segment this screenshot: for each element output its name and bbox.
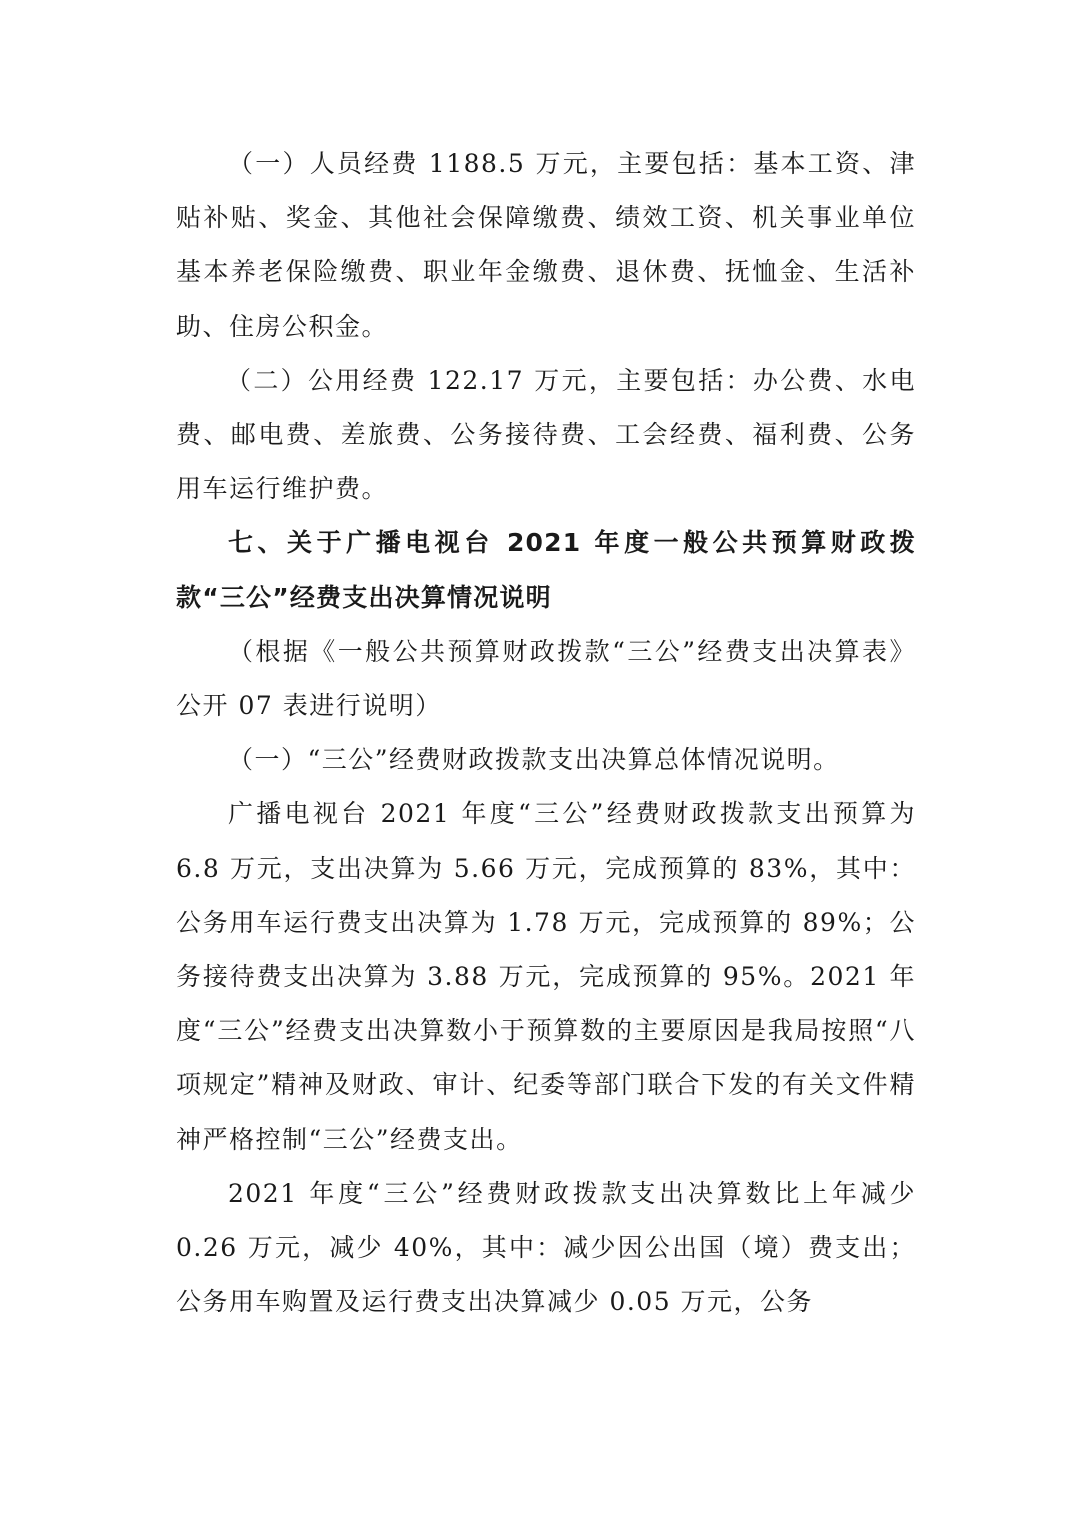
subheading-overall-situation: （一）“三公”经费财政拨款支出决算总体情况说明。 (228, 745, 840, 775)
paragraph-basis-note: （根据《一般公共预算财政拨款“三公”经费支出决算表》公开 07 表进行说明） (176, 636, 916, 721)
paragraph-year-comparison: 2021 年度“三公”经费财政拨款支出决算数比上年减少 0.26 万元，减少 40%，其中：减少因公出国（境）费支出；公务用车购置及运行费支出决算减少 0.05 万元，公务 (176, 1178, 916, 1317)
paragraph-overall-situation: 广播电视台 2021 年度“三公”经费财政拨款支出预算为 6.8 万元，支出决算为 5.66 万元，完成预算的 83%，其中：公务用车运行费支出决算为 1.78 万元，完成预算的 89%；公务接待费支出决算为 3.88 万元，完成预算的 95%。2021 年度“三公”经费支出决算数小于预算数的主要原因是我局按照“八项规定”精神及财政、审计、纪委等部门联合下发的有关文件精神严格控制“三公”经费支出。 (176, 799, 916, 1154)
paragraph-personnel-expenses: （一）人员经费 1188.5 万元，主要包括：基本工资、津贴补贴、奖金、其他社会保障缴费、绩效工资、机关事业单位基本养老保险缴费、职业年金缴费、退休费、抚恤金、生活补助、住房公积金。 (176, 149, 916, 341)
document-body (176, 137, 916, 1329)
section-heading-three-public-expenses: 七、关于广播电视台 2021 年度一般公共预算财政拨款“三公”经费支出决算情况说明 (176, 528, 916, 612)
paragraph-public-expenses: （二）公用经费 122.17 万元，主要包括：办公费、水电费、邮电费、差旅费、公务接待费、工会经费、福利费、公务用车运行维护费。 (176, 365, 916, 504)
